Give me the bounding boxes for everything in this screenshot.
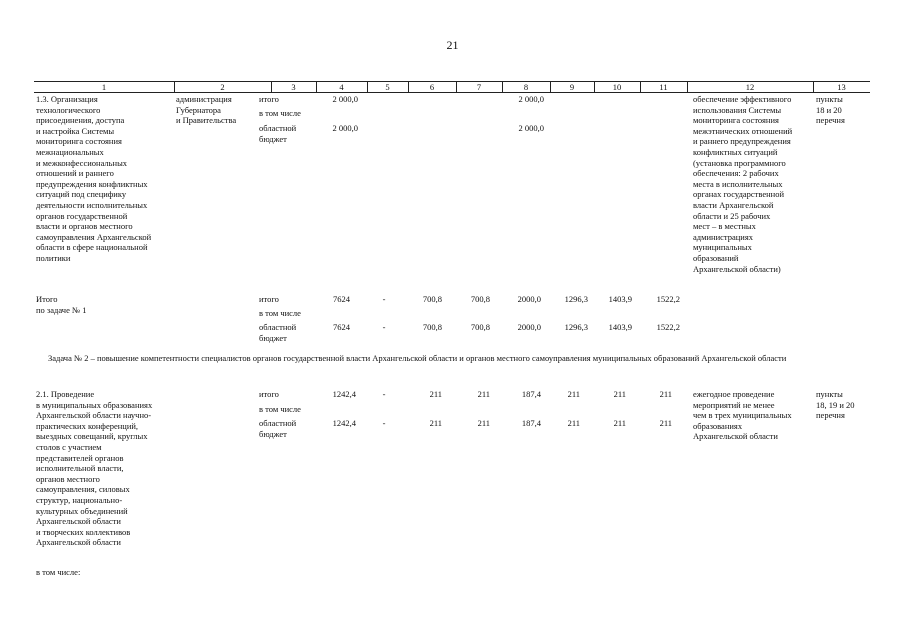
subtotal-regional-col7: 700,8	[470, 322, 490, 332]
subtotal-total-col10: 1403,9	[608, 294, 632, 304]
subtotal-label-total: итого	[259, 294, 279, 304]
header-col-9: 9	[569, 82, 575, 92]
row-2-1-result: ежегодное проведение мероприятий не менее чем в трех муниципальных образованиях Архангельской области	[693, 389, 792, 442]
subtotal-total-col5: -	[382, 294, 386, 304]
row-1-3-event: 1.3. Организация технологического присоединения, доступа и настройка Системы мониторинга состояния межнациональных и межконфессиональных отношений и раннего предупреждения конфликтных ситуаций под специфику деятельности исполнительных органов государственной власти и органов местного самоуправления Архангельской области в сфере национальной политики	[36, 94, 152, 263]
row-1-3-regional-col8: 2 000,0	[518, 123, 544, 133]
row-2-1-total-col8: 187,4	[521, 389, 541, 399]
including-footer: в том числе:	[36, 567, 81, 577]
subtotal-total-col11: 1522,2	[656, 294, 680, 304]
row-2-1-regional-col10: 211	[613, 418, 626, 428]
row-2-1-regional-col8: 187,4	[521, 418, 541, 428]
header-col-8: 8	[523, 82, 529, 92]
subtotal-regional-col10: 1403,9	[608, 322, 632, 332]
row-1-3-total-col8: 2 000,0	[518, 94, 544, 104]
row-2-1-regional-col7: 211	[477, 418, 490, 428]
row-2-1-label-total: итого	[259, 389, 279, 399]
subtotal-regional-col11: 1522,2	[656, 322, 680, 332]
row-1-3-executor: администрация Губернатора и Правительства	[176, 94, 237, 126]
row-2-1-total-col5: -	[382, 389, 386, 399]
header-col-2: 2	[220, 82, 225, 92]
header-col-5: 5	[385, 82, 390, 92]
subtotal-total-col7: 700,8	[470, 294, 490, 304]
row-2-1-regional-col11: 211	[659, 418, 672, 428]
subtotal-total-col8: 2000,0	[517, 294, 541, 304]
row-2-1-label-including: в том числе	[259, 404, 301, 414]
row-1-3-items: пункты 18 и 20 перечня	[816, 94, 845, 126]
subtotal-regional-col5: -	[382, 322, 386, 332]
row-2-1-regional-col5: -	[382, 418, 386, 428]
subtotal-label-including: в том числе	[259, 308, 301, 318]
header-col-4: 4	[339, 82, 344, 92]
header-col-3: 3	[291, 82, 296, 92]
row-2-1-total-col7: 211	[477, 389, 490, 399]
row-1-3-label-total: итого	[259, 94, 279, 104]
row-2-1-regional-col6: 211	[429, 418, 442, 428]
subtotal-regional-col8: 2000,0	[517, 322, 541, 332]
subtotal-regional-col4: 7624	[333, 322, 350, 332]
row-2-1-regional-col4: 1242,4	[332, 418, 356, 428]
header-col-12: 12	[745, 82, 755, 92]
subtotal-label-regional: областной бюджет	[259, 322, 297, 343]
row-2-1-total-col6: 211	[429, 389, 442, 399]
subtotal-total-col6: 700,8	[422, 294, 442, 304]
header-col-7: 7	[476, 82, 482, 92]
subtotal-task1-label: Итого по задаче № 1	[36, 294, 87, 315]
header-col-13: 13	[837, 82, 846, 92]
header-col-11: 11	[659, 82, 668, 92]
row-1-3-result: обеспечение эффективного использования Системы мониторинга состояния межэтнических отношений и раннего предупреждения конфликтных ситуаций (установка программного обеспечения: 2 рабочих места в исполнительных органах государственной власти Архангельской области и 25 рабочих мест – в местных администрациях муниципальных образований Архангельской области)	[693, 94, 793, 274]
row-2-1-event: 2.1. Проведение в муниципальных образованиях Архангельской области научно- практических конференций, выездных совещаний, круглых столов с участием представителей органов исполнительной власти, органов местного самоуправления, силовых структур, национально- культурных объединений Архангельской области и творческих коллективов Архангельской области	[36, 389, 153, 548]
row-2-1-regional-col9: 211	[567, 418, 580, 428]
header-col-10: 10	[612, 82, 622, 92]
row-2-1-total-col11: 211	[659, 389, 672, 399]
subtotal-regional-col9: 1296,3	[564, 322, 588, 332]
row-2-1-total-col4: 1242,4	[332, 389, 356, 399]
header-col-6: 6	[429, 82, 435, 92]
page-number: 21	[446, 38, 459, 52]
subtotal-total-col4: 7624	[333, 294, 350, 304]
row-1-3-regional-col4: 2 000,0	[332, 123, 358, 133]
subtotal-total-col9: 1296,3	[564, 294, 588, 304]
row-2-1-total-col9: 211	[567, 389, 580, 399]
task2-heading: Задача № 2 – повышение компетентности специалистов органов государственной власти Архангельской области и органов местного самоуправления муниципальных образований Архангельской области	[48, 353, 787, 363]
row-1-3-label-regional: областной бюджет	[259, 123, 297, 144]
table-header-row	[34, 81, 870, 93]
header-col-1: 1	[101, 82, 107, 92]
row-1-3-label-including: в том числе	[259, 108, 301, 118]
row-2-1-label-regional: областной бюджет	[259, 418, 297, 439]
subtotal-regional-col6: 700,8	[422, 322, 442, 332]
row-1-3-total-col4: 2 000,0	[332, 94, 358, 104]
row-2-1-total-col10: 211	[613, 389, 626, 399]
row-2-1-items: пункты 18, 19 и 20 перечня	[816, 389, 855, 421]
